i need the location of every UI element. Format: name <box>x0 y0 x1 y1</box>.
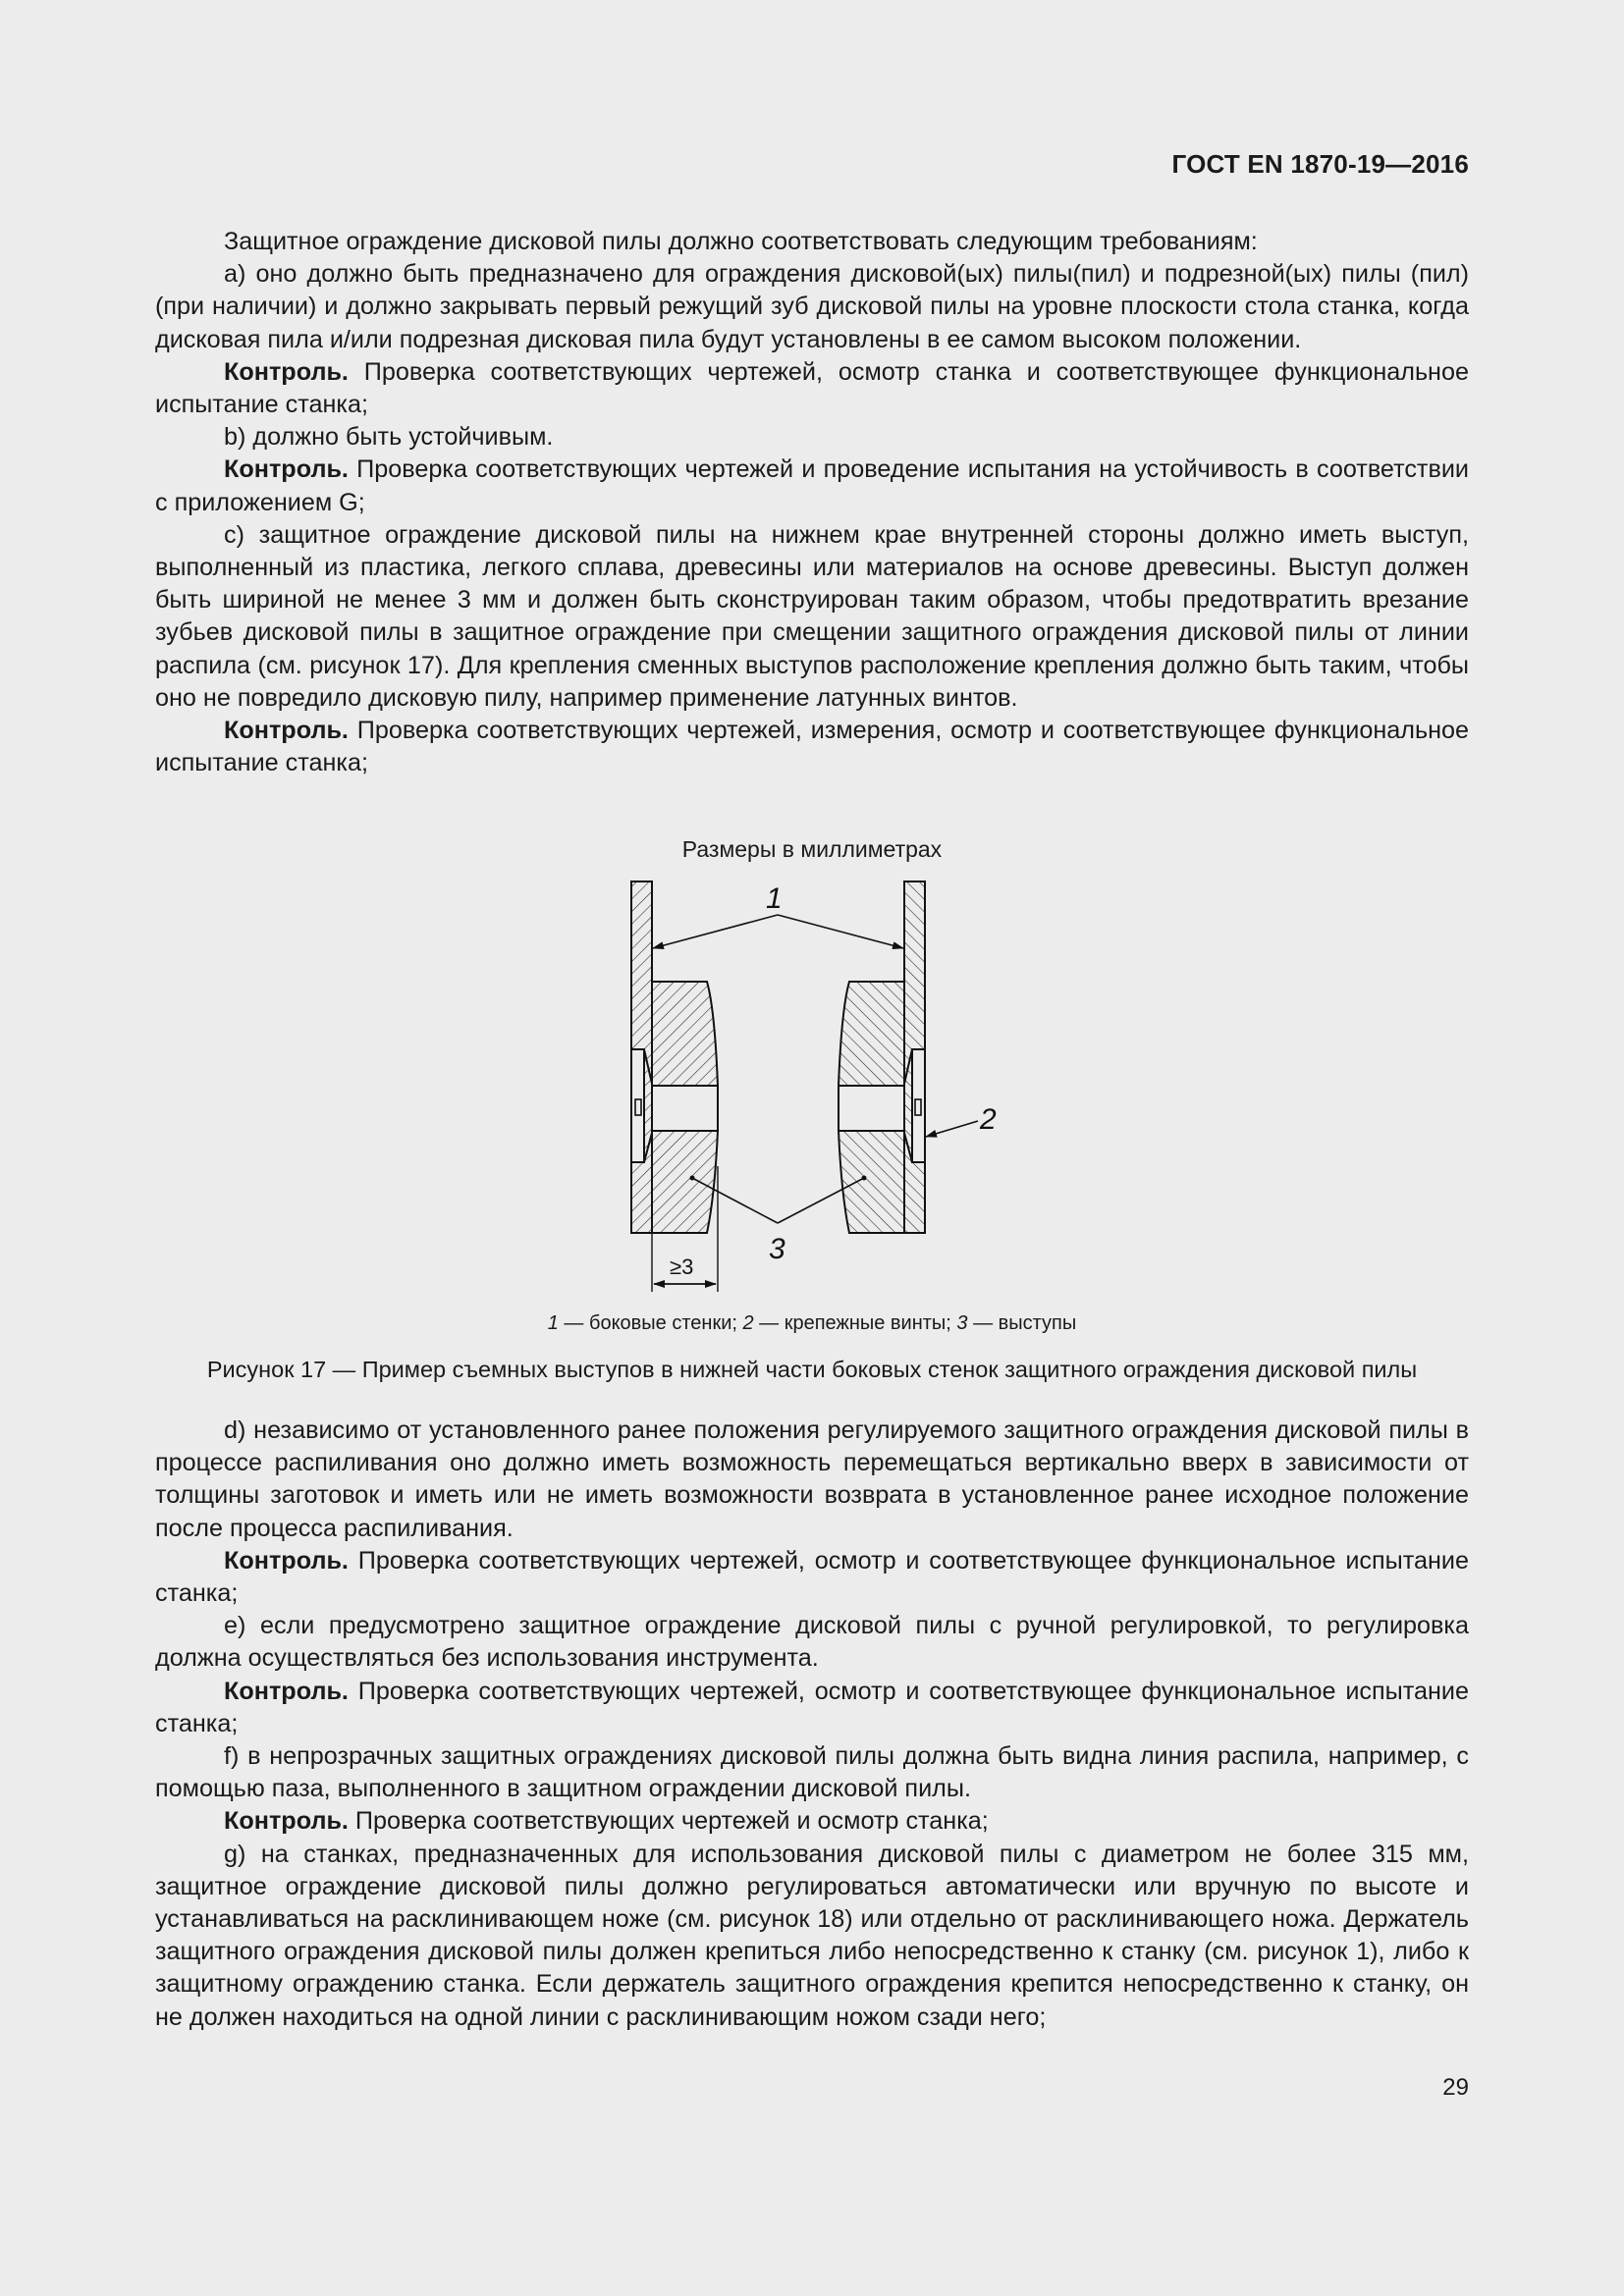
left-protrusion-upper <box>652 982 718 1086</box>
paragraph <box>155 421 1469 454</box>
text-block-bottom <box>155 1415 1469 2034</box>
paragraph <box>155 1415 1469 1545</box>
standard-header: ГОСТ EN 1870-19—2016 <box>1171 149 1469 179</box>
right-protrusion-upper <box>839 982 904 1086</box>
callout-1: 1 <box>766 882 783 915</box>
paragraph-label: Контроль. <box>224 357 349 386</box>
paragraph <box>155 356 1469 421</box>
paragraph-text: Проверка соответствующих чертежей, осмотр и соответствующее функциональное испытание станка; <box>155 1677 1469 1737</box>
paragraph <box>155 1839 1469 2034</box>
leader-1-left <box>653 915 778 948</box>
figure-legend <box>0 1312 1624 1335</box>
paragraph-text: Проверка соответствующих чертежей, осмотр станка и соответствующее функциональное испытание станка; <box>155 357 1469 419</box>
paragraph <box>155 258 1469 356</box>
paragraph <box>155 1676 1469 1740</box>
paragraph <box>155 1740 1469 1805</box>
legend-text: — выступы <box>967 1312 1077 1334</box>
paragraph-text: Защитное ограждение дисковой пилы должно соответствовать следующим требованиям: <box>224 228 1258 255</box>
paragraph-label: Контроль. <box>224 1677 349 1705</box>
callout-2: 2 <box>980 1103 997 1136</box>
paragraph <box>155 454 1469 518</box>
paragraph-text: Проверка соответствующих чертежей и проведение испытания на устойчивость в соответствии с приложением G; <box>155 455 1469 516</box>
legend-number: 1 <box>547 1312 559 1334</box>
figure-17-svg <box>609 872 1021 1304</box>
paragraph-text: a) оно должно быть предназначено для ограждения дисковой(ых) пилы(пил) и подрезной(ых) пилы (пил) (при наличии) и должно закрывать первый режущий зуб дисковой пилы на уровне плоскости стола станка, когда дисковая пила и/или подрезная дисковая пила будут установлены в ее самом высоком положении. <box>155 260 1469 353</box>
paragraph-text: Проверка соответствующих чертежей, измерения, осмотр и соответствующее функциональное испытание станка; <box>155 717 1469 777</box>
paragraph <box>155 226 1469 258</box>
left-protrusion-gap <box>652 1086 718 1131</box>
legend-number: 3 <box>956 1312 968 1334</box>
page-number: 29 <box>1442 2074 1469 2101</box>
callout-3: 3 <box>769 1233 785 1265</box>
left-protrusion-lower <box>652 1131 718 1233</box>
leader-1-right <box>778 915 903 948</box>
paragraph-text: c) защитное ограждение дисковой пилы на нижнем крае внутренней стороны должно иметь выступ, выполненный из пластика, легкого сплава, древесины или материалов на основе древесины. Выступ должен быть шириной не менее 3 мм и должен быть сконструирован таким образом, чтобы предотвратить врезание зубьев дисковой пилы в защитное ограждение при смещении защитного ограждения дисковой пилы от линии распила (см. рисунок 17). Для крепления сменных выступов расположение крепления должно быть таким, чтобы оно не повредило дисковую пилу, например применение латунных винтов. <box>155 520 1469 712</box>
leader-2 <box>926 1121 978 1137</box>
figure-17-drawing <box>609 872 1021 1304</box>
paragraph-text: e) если предусмотрено защитное ограждение дисковой пилы с ручной регулировкой, то регулировка должна осуществляться без использования инструмента. <box>155 1612 1469 1673</box>
figure-caption: Рисунок 17 — Пример съемных выступов в нижней части боковых стенок защитного ограждения дисковой пилы <box>206 1357 1418 1382</box>
paragraph-label: Контроль. <box>224 717 349 745</box>
paragraph-text: Проверка соответствующих чертежей, осмотр и соответствующее функциональное испытание станка; <box>155 1546 1469 1608</box>
paragraph-text: f) в непрозрачных защитных ограждениях дисковой пилы должна быть видна линия распила, например, с помощью паза, выполненного в защитном ограждении дисковой пилы. <box>155 1742 1469 1803</box>
paragraph <box>155 1805 1469 1838</box>
text-block-top <box>155 226 1469 779</box>
paragraph-label: Контроль. <box>224 455 349 484</box>
dimension-label: ≥3 <box>670 1255 694 1279</box>
paragraph-text: g) на станках, предназначенных для использования дисковой пилы с диаметром не более 315 мм, защитное ограждение дисковой пилы должно регулироваться автоматически или вручную по высоте и устанавливаться на расклинивающем ноже (см. рисунок 18) или отдельно от расклинивающего ножа. Держатель защитного ограждения дисковой пилы должен крепиться либо непосредственно к станку (см. рисунок 1), либо к защитному ограждению станка. Если держатель защитного ограждения крепится непосредственно к станку, он не должен находиться на одной линии с расклинивающим ножом сзади него; <box>155 1840 1469 2031</box>
paragraph-label: Контроль. <box>224 1546 349 1575</box>
legend-number: 2 <box>742 1312 754 1334</box>
paragraph <box>155 715 1469 779</box>
legend-text: — крепежные винты; <box>753 1312 957 1334</box>
paragraph-text: b) должно быть устойчивым. <box>224 423 554 452</box>
paragraph <box>155 1545 1469 1610</box>
paragraph-label: Контроль. <box>224 1807 349 1836</box>
paragraph <box>155 1610 1469 1675</box>
paragraph-text: d) независимо от установленного ранее положения регулируемого защитного ограждения дисковой пилы в процессе распиливания оно должно иметь возможность перемещаться вертикально вверх в зависимости от толщины заготовок и иметь или не иметь возможности возврата в установленное ранее исходное положение после процесса распиливания. <box>155 1416 1469 1542</box>
legend-text: — боковые стенки; <box>558 1312 743 1334</box>
right-protrusion-lower <box>839 1131 904 1233</box>
paragraph-text: Проверка соответствующих чертежей и осмотр станка; <box>348 1807 989 1836</box>
right-protrusion-gap <box>839 1086 904 1131</box>
figure-units-note: Размеры в миллиметрах <box>681 836 943 862</box>
paragraph <box>155 519 1469 715</box>
